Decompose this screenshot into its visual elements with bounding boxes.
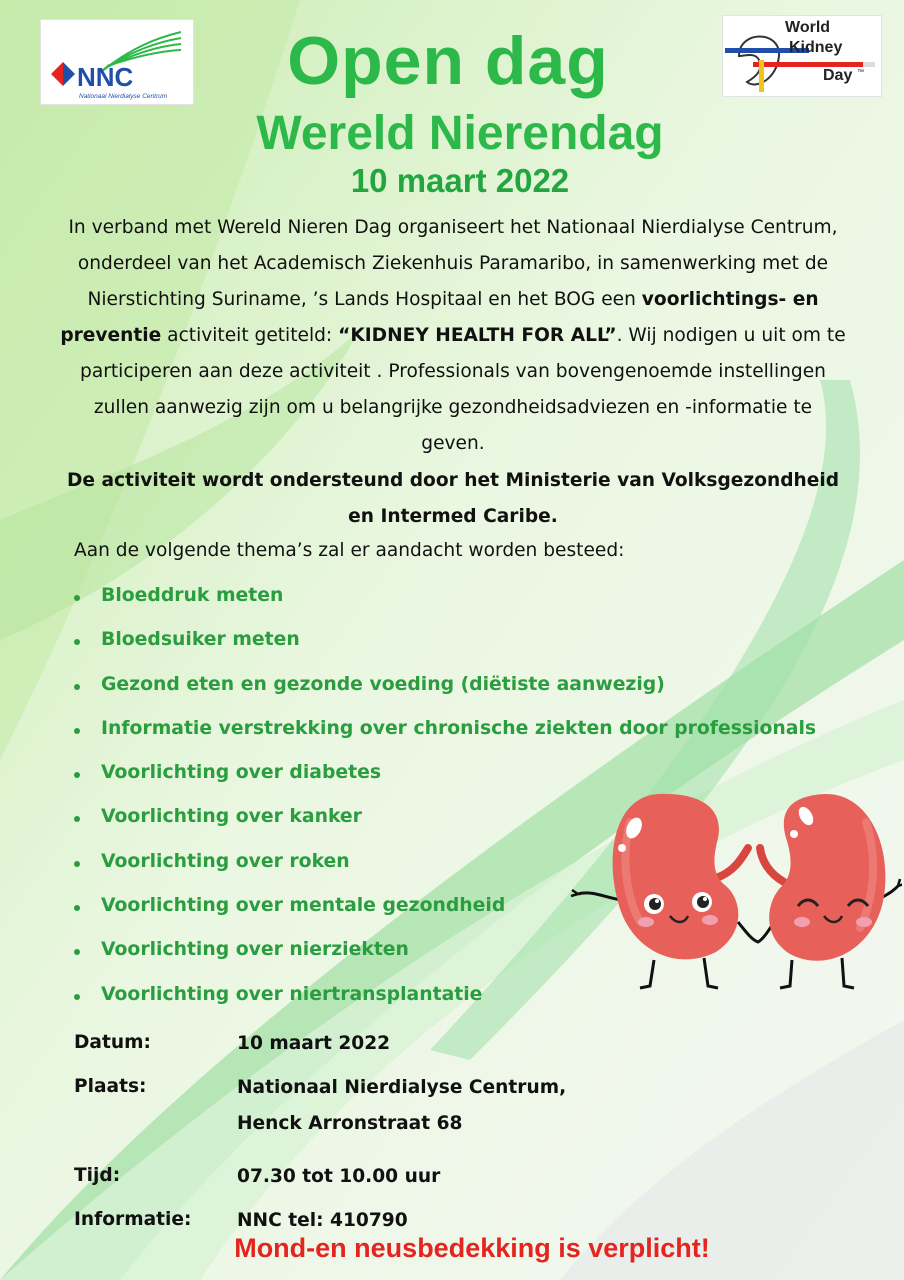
page-title: Open dag <box>287 23 609 99</box>
kidney-mascots-illustration <box>566 782 902 992</box>
mask-requirement-notice: Mond-en neusbedekking is verplicht! <box>234 1233 710 1263</box>
bullet-icon <box>74 994 80 1000</box>
nnc-logo-caption: Nationaal Nierdialyse Centrum <box>79 93 168 100</box>
info-value: NNC tel: 410790 <box>237 1210 408 1231</box>
list-item <box>74 629 816 673</box>
bullet-icon <box>74 684 80 690</box>
info-label: Informatie: <box>74 1209 192 1230</box>
time-value: 07.30 tot 10.00 uur <box>237 1166 441 1187</box>
support-statement: De activiteit wordt ondersteund door het Ministerie van Volksgezondheid en Intermed Caribe. <box>66 470 840 527</box>
intro-text-3: . Wij nodigen u uit om te participeren aan deze activiteit . Professionals van bovengenoemde instellingen zullen aanwezig zijn om u belangrijke gezondheidsadviezen en -informatie te geven. <box>80 325 846 454</box>
bullet-icon <box>74 949 80 955</box>
intro-bold-2: “KIDNEY HEALTH FOR ALL” <box>338 325 617 346</box>
list-item <box>74 674 816 718</box>
wkd-line1: World <box>785 19 831 36</box>
wkd-tm: ™ <box>857 69 864 76</box>
wkd-line2: Kidney <box>789 39 843 56</box>
intro-paragraph <box>60 210 846 462</box>
intro-text-2: activiteit getiteld: <box>161 325 339 346</box>
theme-label: Voorlichting over kanker <box>101 806 362 828</box>
theme-label: Voorlichting over roken <box>101 850 350 872</box>
bullet-icon <box>74 772 80 778</box>
bullet-icon <box>74 595 80 601</box>
theme-label: Gezond eten en gezonde voeding (diëtiste aanwezig) <box>101 673 665 695</box>
list-item <box>74 585 816 629</box>
intro-bold-1: voorlichtings- en preventie <box>60 289 819 346</box>
theme-label: Voorlichting over diabetes <box>101 762 382 784</box>
theme-label: Voorlichting over mentale gezondheid <box>101 895 506 917</box>
theme-label: Voorlichting over niertransplantatie <box>101 983 483 1005</box>
wkd-line3: Day <box>823 67 853 84</box>
date-label: Datum: <box>74 1032 151 1053</box>
bullet-icon <box>74 861 80 867</box>
time-label: Tijd: <box>74 1165 121 1186</box>
page-subtitle: Wereld Nierendag <box>256 107 664 160</box>
theme-label: Voorlichting over nierziekten <box>101 939 409 961</box>
theme-label: Informatie verstrekking over chronische ziekten door professionals <box>101 717 817 739</box>
themes-intro: Aan de volgende thema’s zal er aandacht worden besteed: <box>74 540 625 561</box>
bullet-icon <box>74 728 80 734</box>
theme-label: Bloedsuiker meten <box>101 629 300 651</box>
theme-label: Bloeddruk meten <box>101 585 284 606</box>
place-label: Plaats: <box>74 1076 147 1097</box>
event-date-heading: 10 maart 2022 <box>350 162 570 199</box>
bullet-icon <box>74 905 80 911</box>
bullet-icon <box>74 639 80 645</box>
place-value: Nationaal Nierdialyse Centrum, Henck Arronstraat 68 <box>237 1077 567 1134</box>
bullet-icon <box>74 816 80 822</box>
list-item <box>74 718 816 762</box>
nnc-logo-text: NNC <box>77 62 134 92</box>
date-value: 10 maart 2022 <box>237 1033 391 1054</box>
intro-text-1: In verband met Wereld Nieren Dag organiseert het Nationaal Nierdialyse Centrum, onderdeel van het Academisch Ziekenhuis Paramaribo, in samenwerking met de Nierstichting Suriname, ’s Lands Hospitaal en het BOG een <box>68 217 838 310</box>
